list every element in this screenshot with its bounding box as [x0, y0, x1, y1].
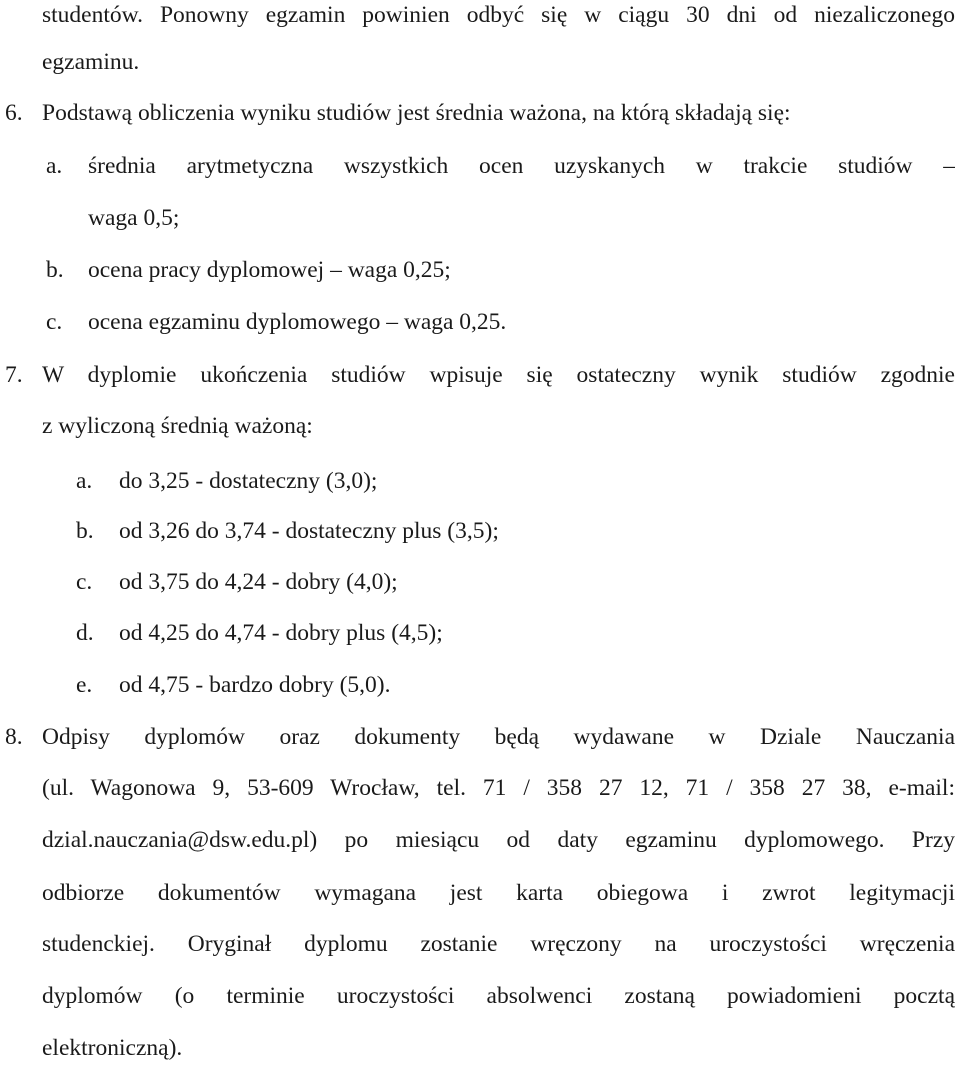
- paragraph-line: odbiorze dokumentów wymagana jest karta obiegowa i zwrot legitymacji: [42, 880, 955, 906]
- paragraph-line: studentów. Ponowny egzamin powinien odbyć się w ciągu 30 dni od niezaliczonego: [42, 2, 955, 28]
- sublist-item-text: od 3,26 do 3,74 - dostateczny plus (3,5);: [119, 518, 499, 544]
- list-number: 8.: [5, 724, 23, 750]
- sublist-letter: c.: [46, 309, 63, 335]
- list-number: 7.: [5, 362, 23, 388]
- paragraph-line: egzaminu.: [42, 49, 140, 75]
- sublist-letter: b.: [76, 518, 94, 544]
- paragraph-line: (ul. Wagonowa 9, 53-609 Wrocław, tel. 71 / 358 27 12, 71 / 358 27 38, e-mail:: [42, 775, 955, 801]
- sublist-item-text: od 3,75 do 4,24 - dobry (4,0);: [119, 569, 398, 595]
- list-number: 6.: [5, 100, 23, 126]
- sublist-letter: b.: [46, 257, 64, 283]
- sublist-item-text: od 4,25 do 4,74 - dobry plus (4,5);: [119, 620, 443, 646]
- sublist-item-text: do 3,25 - dostateczny (3,0);: [119, 468, 378, 494]
- paragraph-line: Odpisy dyplomów oraz dokumenty będą wydawane w Dziale Nauczania: [42, 724, 955, 750]
- sublist-item-text: średnia arytmetyczna wszystkich ocen uzyskanych w trakcie studiów –: [88, 153, 955, 179]
- sublist-letter: c.: [76, 569, 93, 595]
- list-item-text: W dyplomie ukończenia studiów wpisuje się ostateczny wynik studiów zgodnie: [42, 362, 955, 388]
- sublist-letter: d.: [76, 620, 94, 646]
- list-item-text: Podstawą obliczenia wyniku studiów jest średnia ważona, na którą składają się:: [42, 100, 791, 126]
- list-item-text: z wyliczoną średnią ważoną:: [42, 413, 313, 439]
- sublist-item-text: od 4,75 - bardzo dobry (5,0).: [119, 672, 391, 698]
- sublist-item-text: ocena egzaminu dyplomowego – waga 0,25.: [88, 309, 507, 335]
- sublist-letter: e.: [76, 672, 93, 698]
- paragraph-line: elektroniczną).: [42, 1035, 183, 1061]
- sublist-letter: a.: [46, 153, 63, 179]
- sublist-item-text: ocena pracy dyplomowej – waga 0,25;: [88, 257, 451, 283]
- sublist-item-text: waga 0,5;: [88, 205, 180, 231]
- paragraph-line: studenckiej. Oryginał dyplomu zostanie wręczony na uroczystości wręczenia: [42, 931, 955, 957]
- paragraph-line: dyplomów (o terminie uroczystości absolwenci zostaną powiadomieni pocztą: [42, 983, 955, 1009]
- paragraph-line: dzial.nauczania@dsw.edu.pl) po miesiącu od daty egzaminu dyplomowego. Przy: [42, 827, 955, 853]
- sublist-letter: a.: [76, 468, 93, 494]
